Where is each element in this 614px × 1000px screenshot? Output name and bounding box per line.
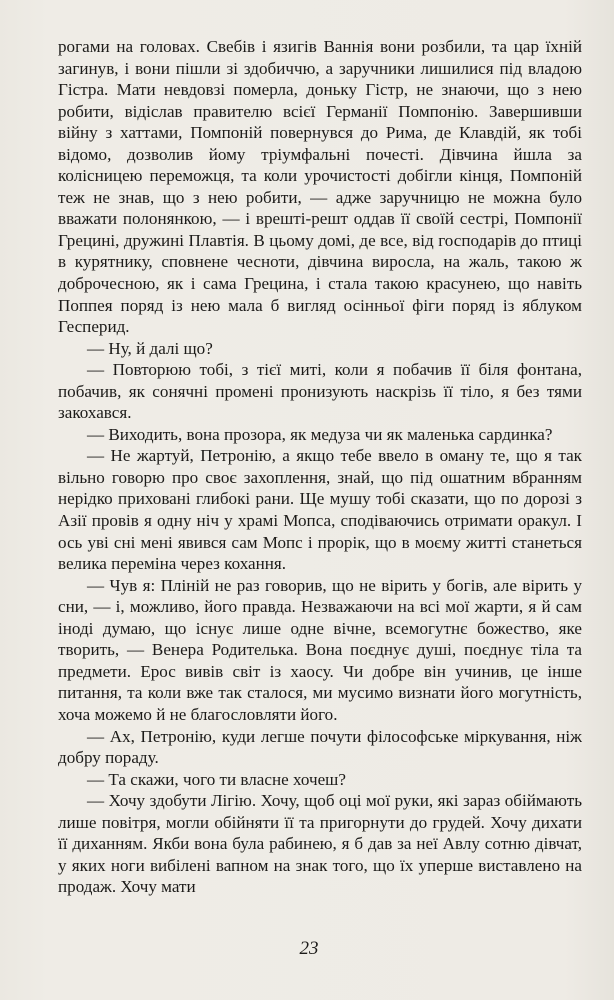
paragraph-7: — Ах, Петронію, куди легше почути філософське міркування, ніж добру пораду. [58,726,582,768]
page-text [58,36,582,898]
paragraph-2: — Ну, й далі що? [87,338,213,358]
page-number: 23 [299,938,319,959]
paragraph-8: — Та скажи, чого ти власне хочеш? [87,769,346,789]
paragraph-4: — Виходить, вона прозора, як медуза чи як маленька сардинка? [87,424,553,444]
paragraph-6: — Чув я: Пліній не раз говорив, що не вірить у богів, але вірить у сни, — і, можливо, його правда. Незважаючи на всі мої жарти, я й сам іноді думаю, що існує лише одне вічне, всемогутнє божество, яке творить, — Венера Родителька. Вона поєднує душі, поєднує тіла та предмети. Ерос вивів світ із хаосу. Чи добре він учинив, це інше питання, та коли вже так сталося, ми мусимо визнати його могутність, хоча можемо й не благословляти його. [58,575,582,724]
paragraph-1: рогами на головах. Свебів і язигів Ваннія вони розбили, та цар їхній загинув, і вони пішли зі здобиччю, а заручники лишилися під владою Гістра. Мати невдовзі померла, доньку Гістр, не знаючи, що з нею робити, відіслав правителю всієї Германії Помпонію. Завершивши війну з хаттами, Помпоній повернувся до Рима, де Клавдій, як тобі відомо, дозволив йому тріумфальні почесті. Дівчина йшла за колісницею переможця, та коли урочистості добігли кінця, Помпоній теж не знав, що з нею робити, — адже заручницю не можна було вважати полонянкою, — і врешті-решт оддав її своїй сестрі, Помпонії Грецині, дружині Плавтія. В цьому домі, де все, від господарів до птиці в курятнику, сповнене чесноти, дівчина виросла, на жаль, такою ж доброчесною, як і сама Грецина, і стала такою красунею, що навіть Поппея поряд із нею мала б вигляд осінньої фіги поряд із яблуком Гесперид. [58,37,582,337]
paragraph-9: — Хочу здобути Лігію. Хочу, щоб оці мої руки, які зараз обіймають лише повітря, могли обійняти її та пригорнути до грудей. Хочу дихати її диханням. Якби вона була рабинею, я б дав за неї Авлу сотню дівчат, у яких ноги вибілені вапном на знак того, що їх уперше виставлено на продаж. Хочу мати [58,791,582,897]
paragraph-5: — Не жартуй, Петронію, а якщо тебе ввело в оману те, що я так вільно говорю про своє захоплення, знай, що під ошатним вбранням нерідко приховані глибокі рани. Ще мушу тобі сказати, що по дорозі з Азії провів я одну ніч у храмі Мопса, сподіваючись отримати оракул. І ось уві сні мені явився сам Мопс і прорік, що в моєму житті станеться велика переміна через кохання. [58,446,582,574]
paragraph-3: — Повторюю тобі, з тієї миті, коли я побачив її біля фонтана, побачив, як сонячні промені пронизують наскрізь її тіло, я без тями закохався. [58,360,582,423]
